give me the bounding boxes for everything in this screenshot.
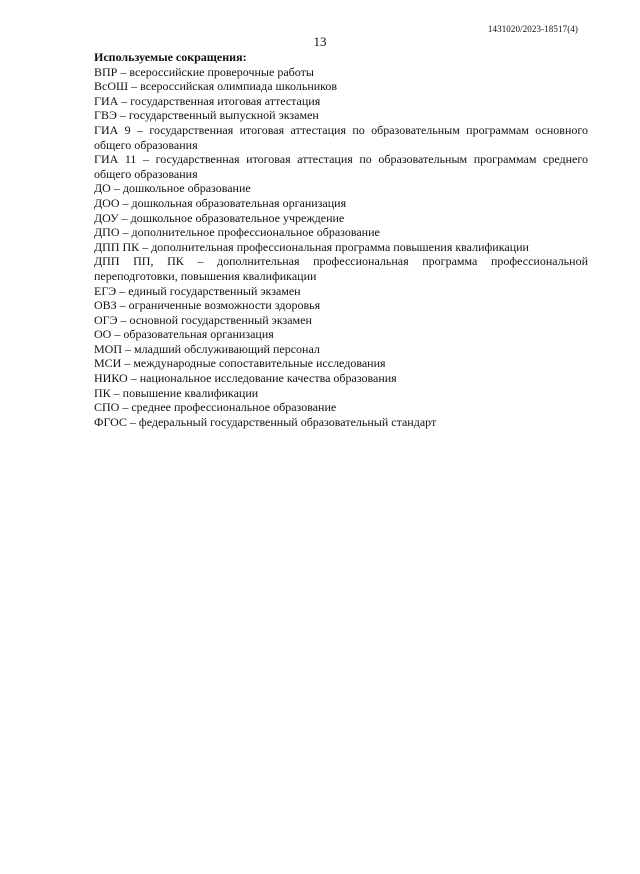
- abbreviation-item: ЕГЭ – единый государственный экзамен: [94, 283, 301, 298]
- abbreviation-item: ДПП ПП, ПК – дополнительная профессиональная программа профессиональной переподготовки, повышения квалификации: [94, 254, 588, 283]
- abbreviation-item: ФГОС – федеральный государственный образовательный стандарт: [94, 414, 437, 429]
- abbreviation-item: НИКО – национальное исследование качества образования: [94, 371, 397, 386]
- abbreviation-item: ДОУ – дошкольное образовательное учреждение: [94, 210, 345, 225]
- abbreviation-item: СПО – среднее профессиональное образование: [94, 400, 337, 415]
- abbreviation-item: ГИА 9 – государственная итоговая аттестация по образовательным программам основного общего образования: [94, 122, 588, 152]
- abbreviation-item: МОП – младший обслуживающий персонал: [94, 341, 320, 356]
- document-number: 1431020/2023-18517(4): [487, 24, 578, 34]
- abbreviation-item: ОО – образовательная организация: [94, 327, 274, 342]
- abbreviation-item: МСИ – международные сопоставительные исследования: [94, 356, 386, 371]
- abbreviation-item: ГВЭ – государственный выпускной экзамен: [94, 108, 319, 123]
- abbreviation-item: ДПП ПК – дополнительная профессиональная программа повышения квалификации: [94, 239, 529, 254]
- abbreviation-item: ДПО – дополнительное профессиональное образование: [94, 225, 380, 240]
- abbreviation-item: ВПР – всероссийские проверочные работы: [94, 64, 314, 79]
- section-heading: Используемые сокращения:: [94, 50, 247, 64]
- abbreviation-item: ГИА – государственная итоговая аттестация: [94, 93, 321, 108]
- abbreviation-list: [94, 65, 588, 430]
- abbreviation-item: ОГЭ – основной государственный экзамен: [94, 312, 312, 327]
- document-body: [94, 50, 588, 429]
- abbreviation-item: ГИА 11 – государственная итоговая аттестация по образовательным программам среднего общего образования: [94, 152, 588, 181]
- abbreviation-item: ОВЗ – ограниченные возможности здоровья: [94, 298, 321, 313]
- abbreviation-item: ВсОШ – всероссийская олимпиада школьников: [94, 79, 338, 94]
- abbreviation-item: ДО – дошкольное образование: [94, 181, 251, 196]
- abbreviation-item: ПК – повышение квалификации: [94, 385, 259, 400]
- abbreviation-item: ДОО – дошкольная образовательная организация: [94, 195, 347, 210]
- page-number: 13: [313, 34, 327, 49]
